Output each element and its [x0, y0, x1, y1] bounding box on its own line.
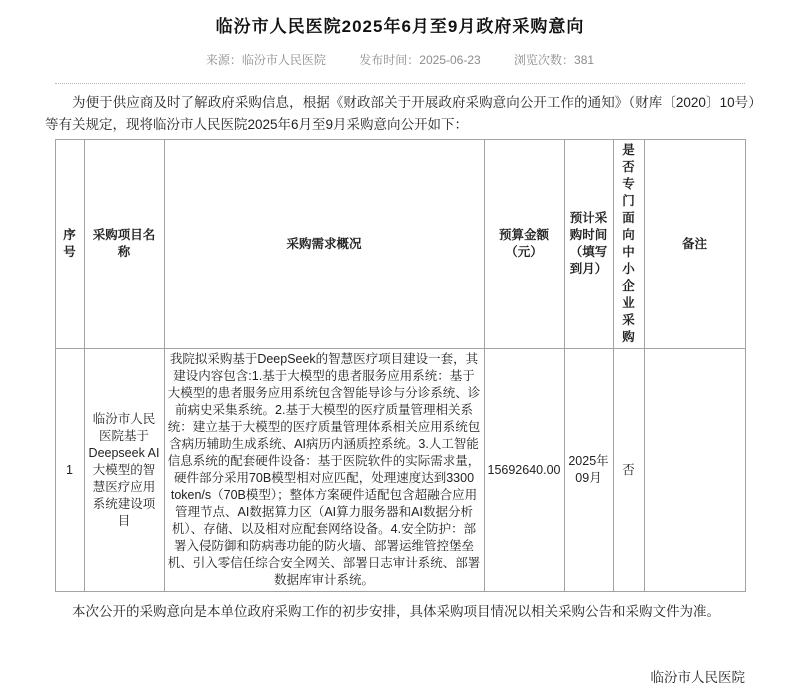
procurement-intent-table [55, 139, 746, 592]
meta-source [206, 51, 326, 68]
cell-sme-targeted: 否 [613, 349, 644, 592]
meta-views-value: 381 [574, 53, 595, 67]
meta-publish-time [359, 51, 480, 68]
cell-requirement-summary: 我院拟采购基于DeepSeek的智慧医疗项目建设一套，其建设内容包含:1.基于大模型的患者服务应用系统：基于大模型的患者服务应用系统包含智能导诊与分诊系统、诊前病史采集系统。2.基于大模型的医疗质量管理相关系统：建立基于大模型的医疗质量管理体系相关应用系统包含病历辅助生成系统、AI病历内涵质控系统。3.人工智能信息系统的配套硬件设备：基于医院软件的实际需求量，硬件部分采用70B模型相对应匹配，处理速度达到3300 token/s（70B模型）；整体方案硬件适配包含超融合应用管理节点、AI数据算力区（AI算力服务器和AI数据分析机）、存储、以及相对应配套网络设备。4.安全防护：部署入侵防御和防病毒功能的防火墙、部署运维管控堡垒机、引入零信任综合安全网关、部署日志审计系统、部署数据库审计系统。 [164, 349, 484, 592]
closing-note: 本次公开的采购意向是本单位政府采购工作的初步安排，具体采购项目情况以相关采购公告和采购文件为准。 [72, 604, 720, 619]
col-header-project-name: 采购项目名称 [84, 140, 164, 349]
intro-paragraph: 为便于供应商及时了解政府采购信息，根据《财政部关于开展政府采购意向公开工作的通知》（财库〔2020〕10号）等有关规定，现将临汾市人民医院2025年6月至9月采购意向公开如下： [45, 95, 755, 132]
meta-publish-label: 发布时间： [359, 53, 420, 67]
col-header-remarks: 备注 [644, 140, 745, 349]
meta-bar [0, 51, 800, 68]
meta-source-label: 来源： [205, 53, 242, 67]
title-divider [55, 83, 745, 84]
cell-remarks [644, 349, 745, 592]
meta-publish-value: 2025-06-23 [419, 53, 481, 67]
col-header-requirement-summary: 采购需求概况 [164, 140, 484, 349]
col-header-planned-purchase-time: 预计采购时间（填写到月） [564, 140, 613, 349]
col-header-budget-amount: 预算金额（元） [484, 140, 564, 349]
meta-views [514, 51, 594, 68]
meta-source-value: 临汾市人民医院 [241, 53, 326, 67]
col-header-sme-targeted: 是否专门面向中小企业采购 [613, 140, 644, 349]
signature-org: 临汾市人民医院 [650, 670, 745, 685]
meta-views-label: 浏览次数： [514, 53, 575, 67]
cell-budget-amount: 15692640.00 [484, 349, 564, 592]
cell-project-name: 临汾市人民医院基于Deepseek AI大模型的智慧医疗应用系统建设项目 [84, 349, 164, 592]
page-title: 临汾市人民医院2025年6月至9月政府采购意向 [215, 17, 585, 36]
cell-planned-purchase-time: 2025年09月 [564, 349, 613, 592]
table-header-row [55, 140, 745, 349]
table-row [55, 349, 745, 592]
col-header-seq-no: 序号 [55, 140, 84, 349]
cell-seq-no: 1 [55, 349, 84, 592]
